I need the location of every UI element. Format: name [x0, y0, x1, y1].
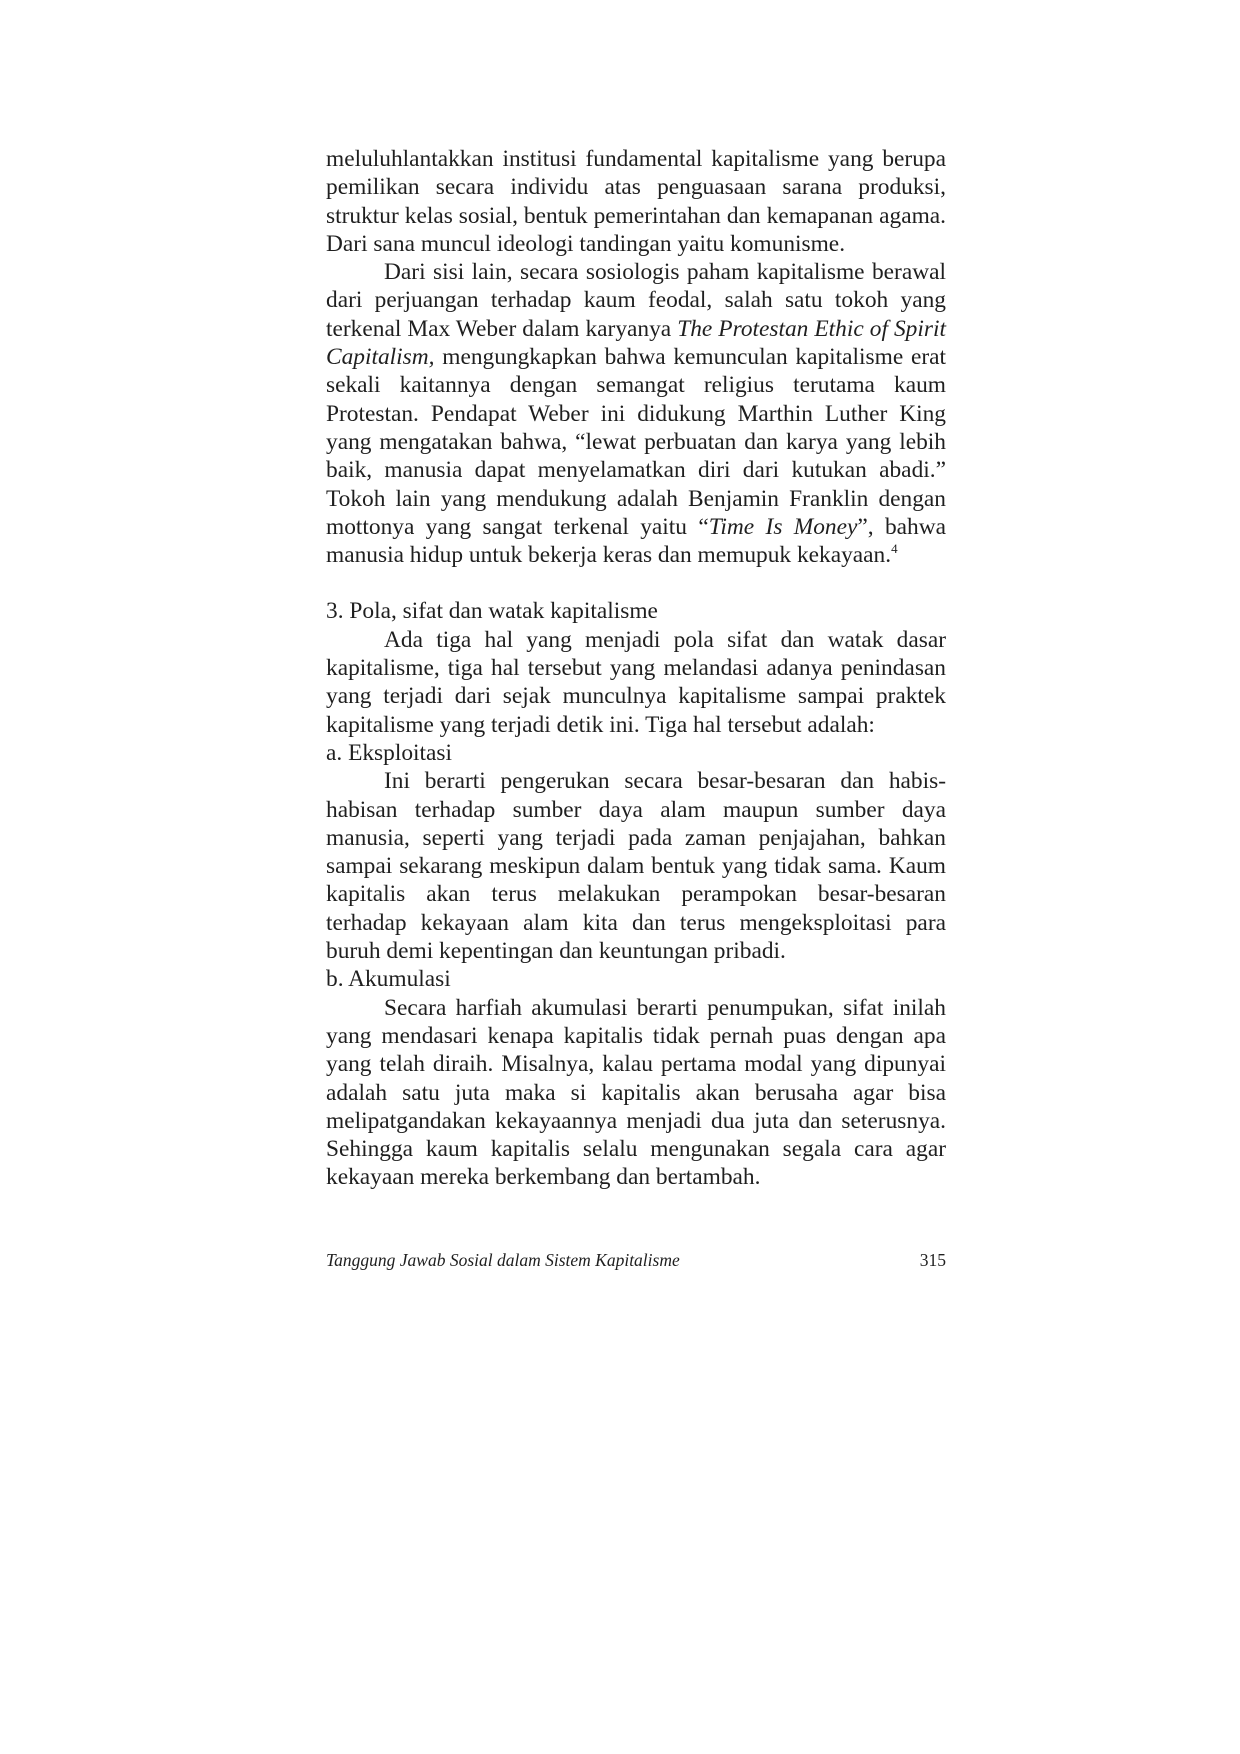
subheading-akumulasi: b. Akumulasi	[326, 966, 451, 993]
page-body	[326, 145, 946, 1192]
paragraph-three-traits: Ada tiga hal yang menjadi pola sifat dan watak dasar kapitalisme, tiga hal tersebut yang melandasi adanya penindasan yang terjadi dari sejak munculnya kapitalisme sampai praktek kapitalisme yang terjadi detik ini. Tiga hal tersebut adalah:	[326, 626, 946, 738]
paragraph-eksploitasi: Ini berarti pengerukan secara besar-besaran dan habis-habisan terhadap sumber daya alam maupun sumber daya manusia, seperti yang terjadi pada zaman penjajahan, bahkan sampai sekarang meskipun dalam bentuk yang tidak sama. Kaum kapitalis akan terus melakukan perampokan besar-besaran terhadap kekayaan alam kita dan terus mengeksploitasi para buruh demi kepentingan dan keuntungan pribadi.	[326, 768, 946, 965]
paragraph-continuation: meluluhlantakkan institusi fundamental kapitalisme yang berupa pemilikan secara individu atas penguasaan sarana produksi, struktur kelas sosial, bentuk pemerintahan dan kemapanan agama. Dari sana muncul ideologi tandingan yaitu komunisme.	[326, 146, 946, 257]
weber-text-start: Dari sisi lain, secara sosiologis paham kapitalisme berawal dari perjuangan terhadap kaum feodal, salah satu tokoh yang terkenal Max Weber dalam karyanya	[326, 259, 946, 342]
franklin-motto: Time Is Money	[708, 513, 858, 540]
section-heading: 3. Pola, sifat dan watak kapitalisme	[326, 598, 658, 625]
page-number: 315	[919, 1250, 946, 1270]
paragraph-akumulasi: Secara harfiah akumulasi berarti penumpukan, sifat inilah yang mendasari kenapa kapitalis tidak pernah puas dengan apa yang telah diraih. Misalnya, kalau pertama modal yang dipunyai adalah satu juta maka si kapitalis akan berusaha agar bisa melipatgandakan kekayaannya menjadi dua juta dan seterusnya. Sehingga kaum kapitalis selalu mengunakan segala cara agar kekayaan mereka berkembang dan bertambah.	[326, 994, 946, 1191]
weber-text-end: ”, bahwa manusia hidup untuk bekerja keras dan memupuk kekayaan.	[326, 513, 946, 569]
running-title: Tanggung Jawab Sosial dalam Sistem Kapitalisme	[326, 1250, 680, 1270]
weber-text-middle: mengungkapkan bahwa kemunculan kapitalisme erat sekali kaitannya dengan semangat religius terutama kaum Protestan. Pendapat Weber ini didukung Marthin Luther King yang mengatakan bahwa, “lewat perbuatan dan karya yang lebih baik, manusia dapat menyelamatkan diri dari kutukan abadi.” Tokoh lain yang mendukung adalah Benjamin Franklin dengan mottonya yang sangat terkenal yaitu “	[326, 344, 946, 540]
footnote-marker[interactable]: 4	[891, 541, 898, 557]
paragraph-weber	[326, 258, 946, 569]
book-title: The Protestan Ethic of Spirit Capitalism,	[326, 315, 946, 371]
subheading-eksploitasi: a. Eksploitasi	[326, 739, 453, 766]
